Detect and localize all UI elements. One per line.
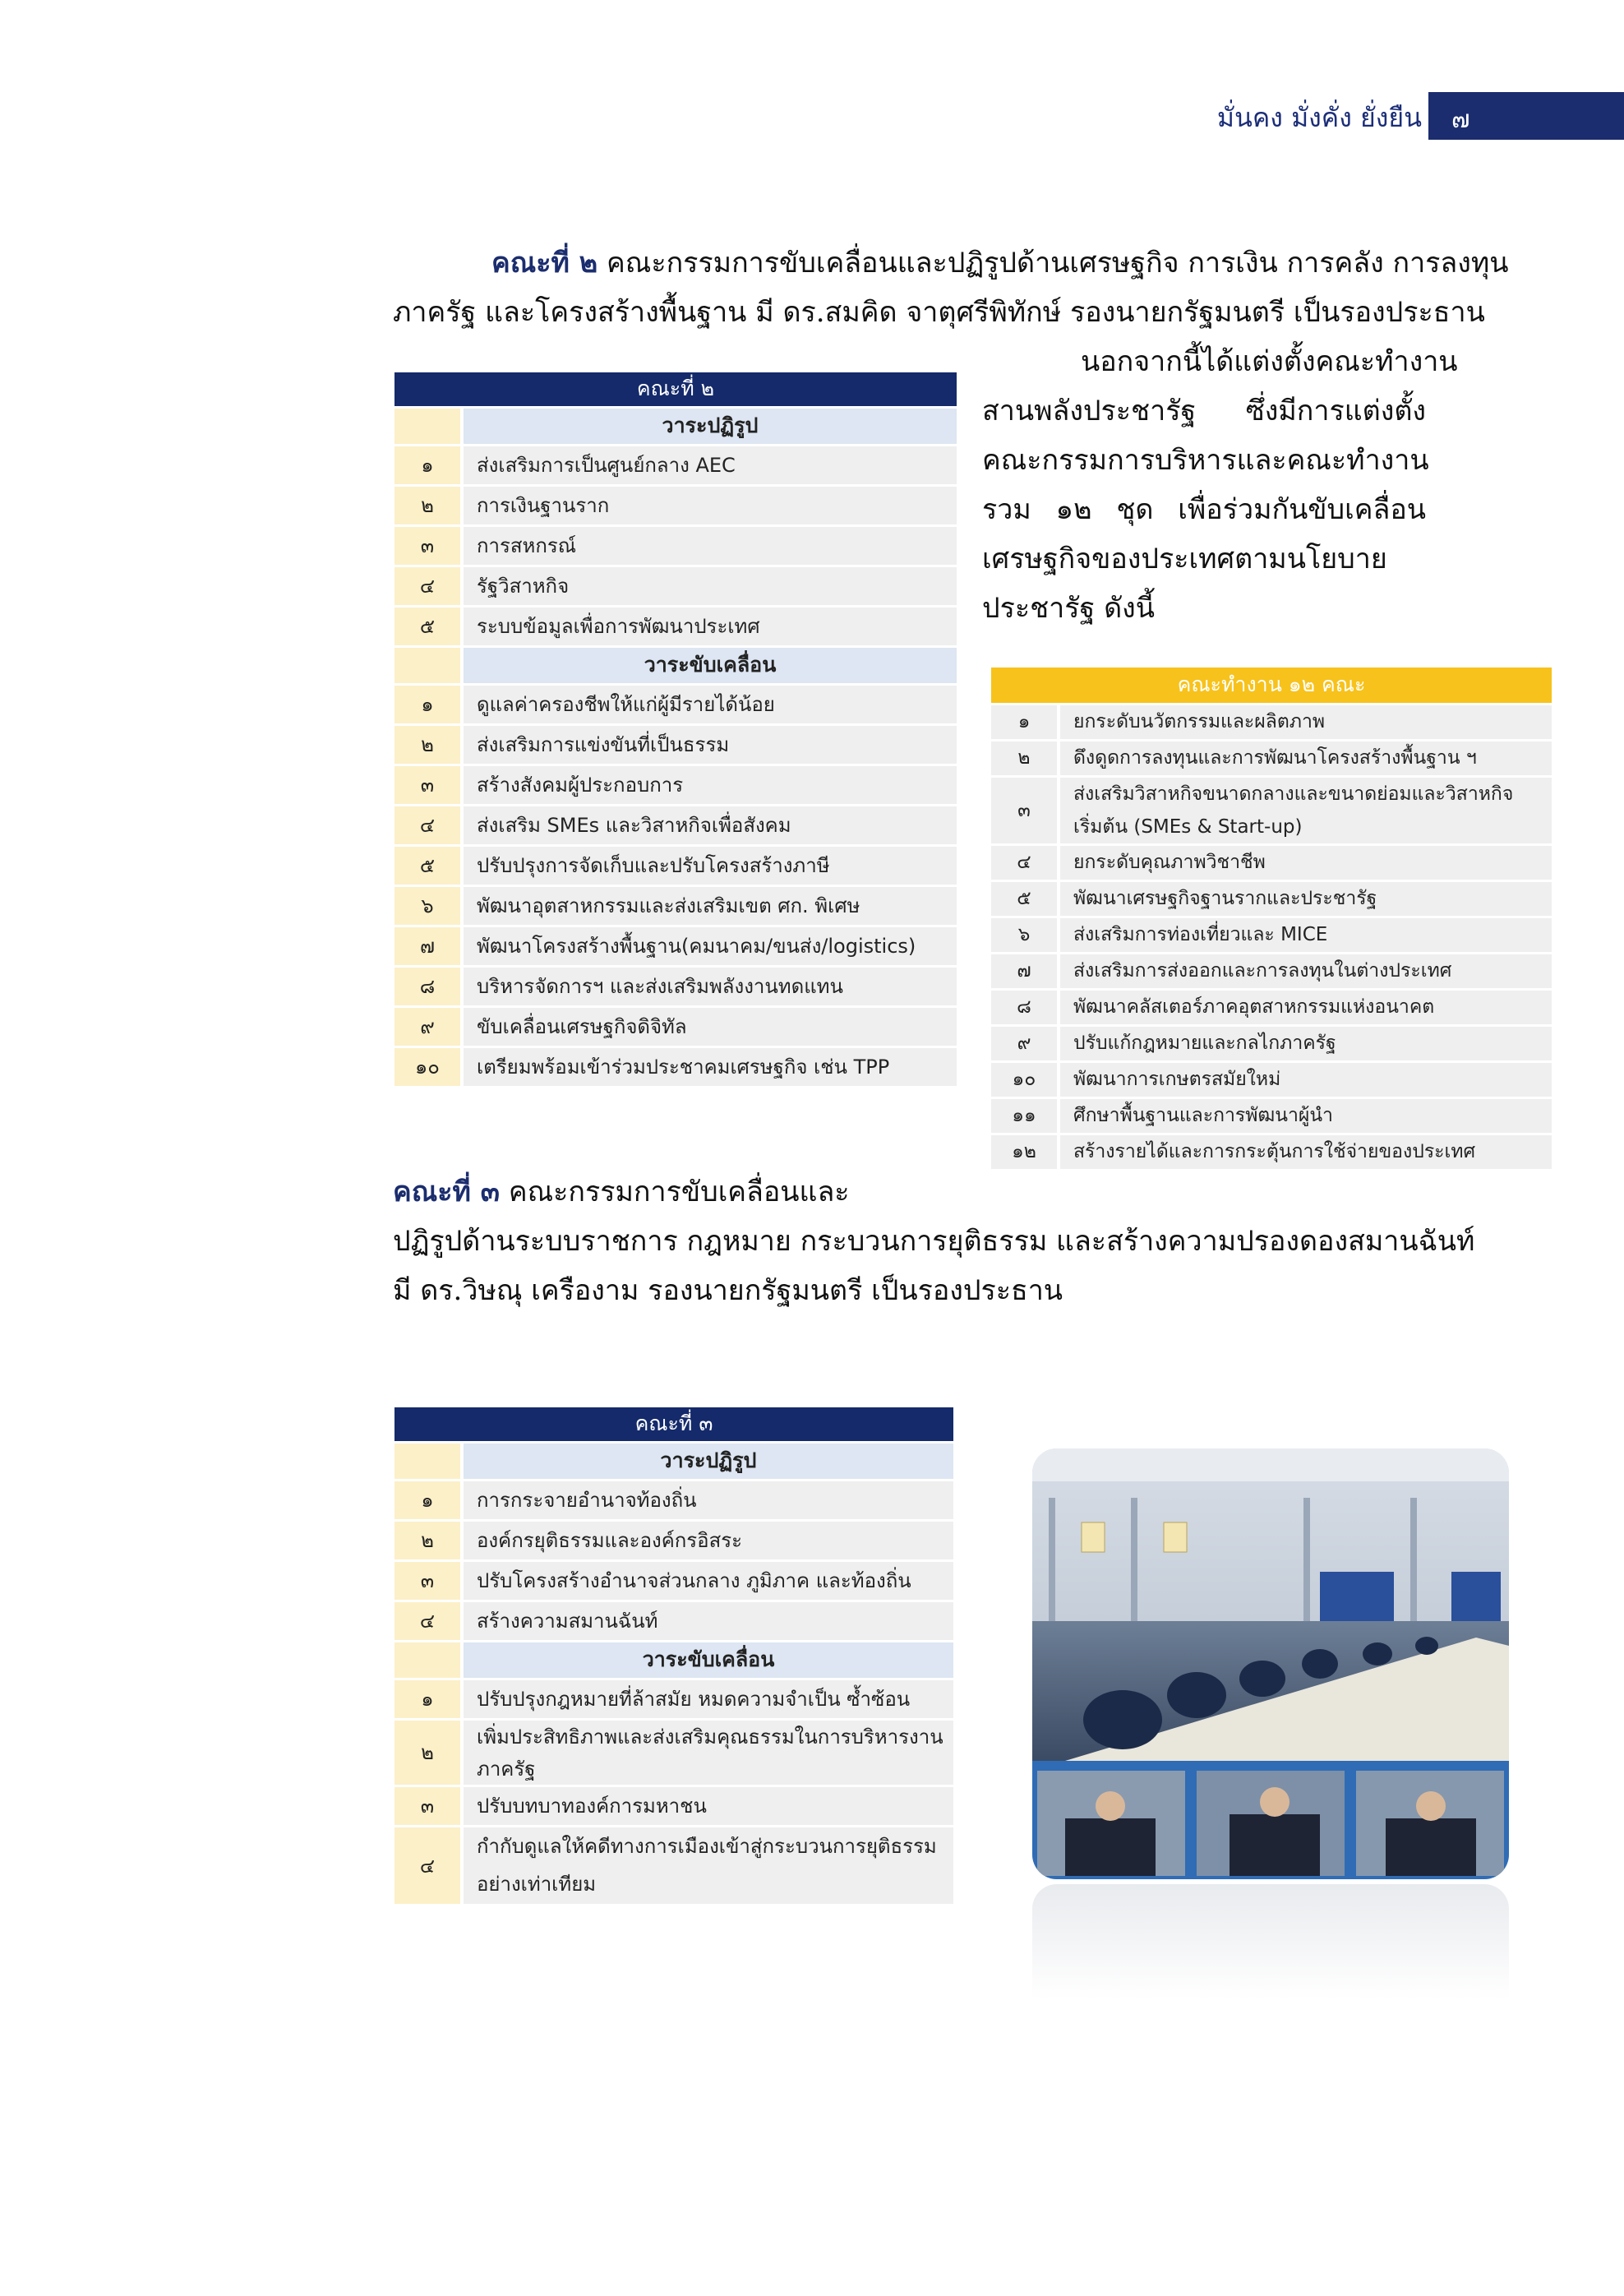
drive-agenda-header: วาระขับเคลื่อน [462, 646, 957, 684]
table-row: ๓ ปรับโครงสร้างอำนาจส่วนกลาง ภูมิภาค และท้องถิ่น [394, 1560, 953, 1601]
working-groups-table [991, 668, 1552, 1171]
side-line-6: ประชารัฐ ดังนี้ [982, 592, 1156, 625]
table-row: ๒ เพิ่มประสิทธิภาพและส่งเสริมคุณธรรมในการบริหารงานภาครัฐ [394, 1719, 953, 1786]
table-row: ๕ ปรับปรุงการจัดเก็บและปรับโครงสร้างภาษี [394, 845, 957, 885]
side-line-4: รวม ๑๒ ชุด เพื่อร่วมกันขับเคลื่อน [982, 493, 1426, 526]
committee-3-text-line1: คณะกรรมการขับเคลื่อนและ [500, 1176, 850, 1208]
paragraph-committee-2 [393, 238, 1509, 337]
reform-agenda-header: วาระปฏิรูป [462, 1442, 953, 1480]
side-line-1: นอกจากนี้ได้แต่งตั้งคณะทำงาน [1081, 345, 1458, 378]
header-title: มั่นคง มั่งคั่ง ยั่งยืน [1216, 102, 1422, 133]
committee-2-text-line1: คณะกรรมการขับเคลื่อนและปฏิรูปด้านเศรษฐกิจ การเงิน การคลัง การลงทุน [597, 247, 1509, 279]
table-row: ๑๐ เตรียมพร้อมเข้าร่วมประชาคมเศรษฐกิจ เช่น TPP [394, 1046, 957, 1087]
table-row: ๘ พัฒนาคลัสเตอร์ภาคอุตสาหกรรมแห่งอนาคต [991, 989, 1552, 1025]
paragraph-committee-3 [393, 1167, 1475, 1315]
committee-3-table [394, 1407, 953, 1906]
committee-3-lead: คณะที่ ๓ [393, 1176, 501, 1208]
table-row: ๔ ส่งเสริม SMEs และวิสาหกิจเพื่อสังคม [394, 805, 957, 845]
table-row: ๙ ปรับแก้กฎหมายและกลไกภาครัฐ [991, 1025, 1552, 1061]
table-row: ๖ พัฒนาอุตสาหกรรมและส่งเสริมเขต ศก. พิเศษ [394, 885, 957, 926]
committee-2-table-title: คณะที่ ๒ [394, 372, 957, 407]
table-row: ๔ สร้างความสมานฉันท์ [394, 1601, 953, 1641]
table-row: ๒ องค์กรยุติธรรมและองค์กรอิสระ [394, 1520, 953, 1560]
committee-2-text-line2: ภาครัฐ และโครงสร้างพื้นฐาน มี ดร.สมคิด จาตุศรีพิทักษ์ รองนายกรัฐมนตรี เป็นรองประธาน [393, 296, 1485, 329]
table-row: ๖ ส่งเสริมการท่องเที่ยวและ MICE [991, 917, 1552, 953]
table-row: ๑ ดูแลค่าครองชีพให้แก่ผู้มีรายได้น้อย [394, 684, 957, 724]
table-row: ๓ ส่งเสริมวิสาหกิจขนาดกลางและขนาดย่อมและวิสาหกิจ เริ่มต้น (SMEs & Start-up) [991, 776, 1552, 844]
working-groups-title: คณะทำงาน ๑๒ คณะ [991, 668, 1552, 704]
table-row: ๗ พัฒนาโครงสร้างพื้นฐาน(คมนาคม/ขนส่ง/logistics) [394, 926, 957, 966]
side-line-3: คณะกรรมการบริหารและคณะทำงาน [982, 444, 1429, 477]
table-row: ๒ ส่งเสริมการแข่งขันที่เป็นธรรม [394, 724, 957, 765]
table-row: ๔ รัฐวิสาหกิจ [394, 566, 957, 606]
drive-agenda-header: วาระขับเคลื่อน [462, 1641, 953, 1679]
table-row: ๒ ดึงดูดการลงทุนและการพัฒนาโครงสร้างพื้นฐาน ฯ [991, 740, 1552, 776]
page-number: ๗ [1428, 92, 1624, 140]
committee-3-text-line3: มี ดร.วิษณุ เครืองาม รองนายกรัฐมนตรี เป็นรองประธาน [393, 1274, 1063, 1307]
table-row: ๑๑ ศึกษาพื้นฐานและการพัฒนาผู้นำ [991, 1097, 1552, 1134]
table-row: ๒ การเงินฐานราก [394, 485, 957, 525]
committee-2-table [394, 372, 957, 1088]
table-row: ๙ ขับเคลื่อนเศรษฐกิจดิจิทัล [394, 1006, 957, 1046]
committee-3-text-line2: ปฏิรูปด้านระบบราชการ กฎหมาย กระบวนการยุติธรรม และสร้างความปรองดองสมานฉันท์ [393, 1225, 1475, 1258]
side-line-2: สานพลังประชารัฐ ซึ่งมีการแต่งตั้ง [982, 395, 1426, 427]
table-row: ๓ สร้างสังคมผู้ประกอบการ [394, 765, 957, 805]
table-row: ๑ ยกระดับนวัตกรรมและผลิตภาพ [991, 704, 1552, 740]
side-paragraph [982, 337, 1458, 633]
table-row: ๑ การกระจายอำนาจท้องถิ่น [394, 1480, 953, 1520]
table-row: ๔ ยกระดับคุณภาพวิชาชีพ [991, 844, 1552, 880]
table-row: ๕ พัฒนาเศรษฐกิจฐานรากและประชารัฐ [991, 880, 1552, 917]
table-row: ๑๐ พัฒนาการเกษตรสมัยใหม่ [991, 1061, 1552, 1097]
table-row: ๕ ระบบข้อมูลเพื่อการพัฒนาประเทศ [394, 606, 957, 646]
table-row: ๗ ส่งเสริมการส่งออกและการลงทุนในต่างประเทศ [991, 953, 1552, 989]
table-row: ๔ กำกับดูแลให้คดีทางการเมืองเข้าสู่กระบวนการยุติธรรม อย่างเท่าเทียม [394, 1826, 953, 1905]
table-row: ๑๒ สร้างรายได้และการกระตุ้นการใช้จ่ายของประเทศ [991, 1134, 1552, 1170]
meeting-photo [1032, 1448, 1509, 1879]
committee-3-table-title: คณะที่ ๓ [394, 1407, 953, 1442]
table-row: ๓ การสหกรณ์ [394, 525, 957, 566]
table-row: ๘ บริหารจัดการฯ และส่งเสริมพลังงานทดแทน [394, 966, 957, 1006]
table-row: ๓ ปรับบทบาทองค์การมหาชน [394, 1786, 953, 1826]
side-line-5: เศรษฐกิจของประเทศตามนโยบาย [982, 543, 1387, 575]
committee-2-lead: คณะที่ ๒ [491, 247, 598, 279]
table-row: ๑ ปรับปรุงกฎหมายที่ล้าสมัย หมดความจำเป็น ซ้ำซ้อน [394, 1679, 953, 1719]
reform-agenda-header: วาระปฏิรูป [462, 407, 957, 445]
photo-reflection [1032, 1884, 1509, 1999]
table-row: ๑ ส่งเสริมการเป็นศูนย์กลาง AEC [394, 445, 957, 485]
